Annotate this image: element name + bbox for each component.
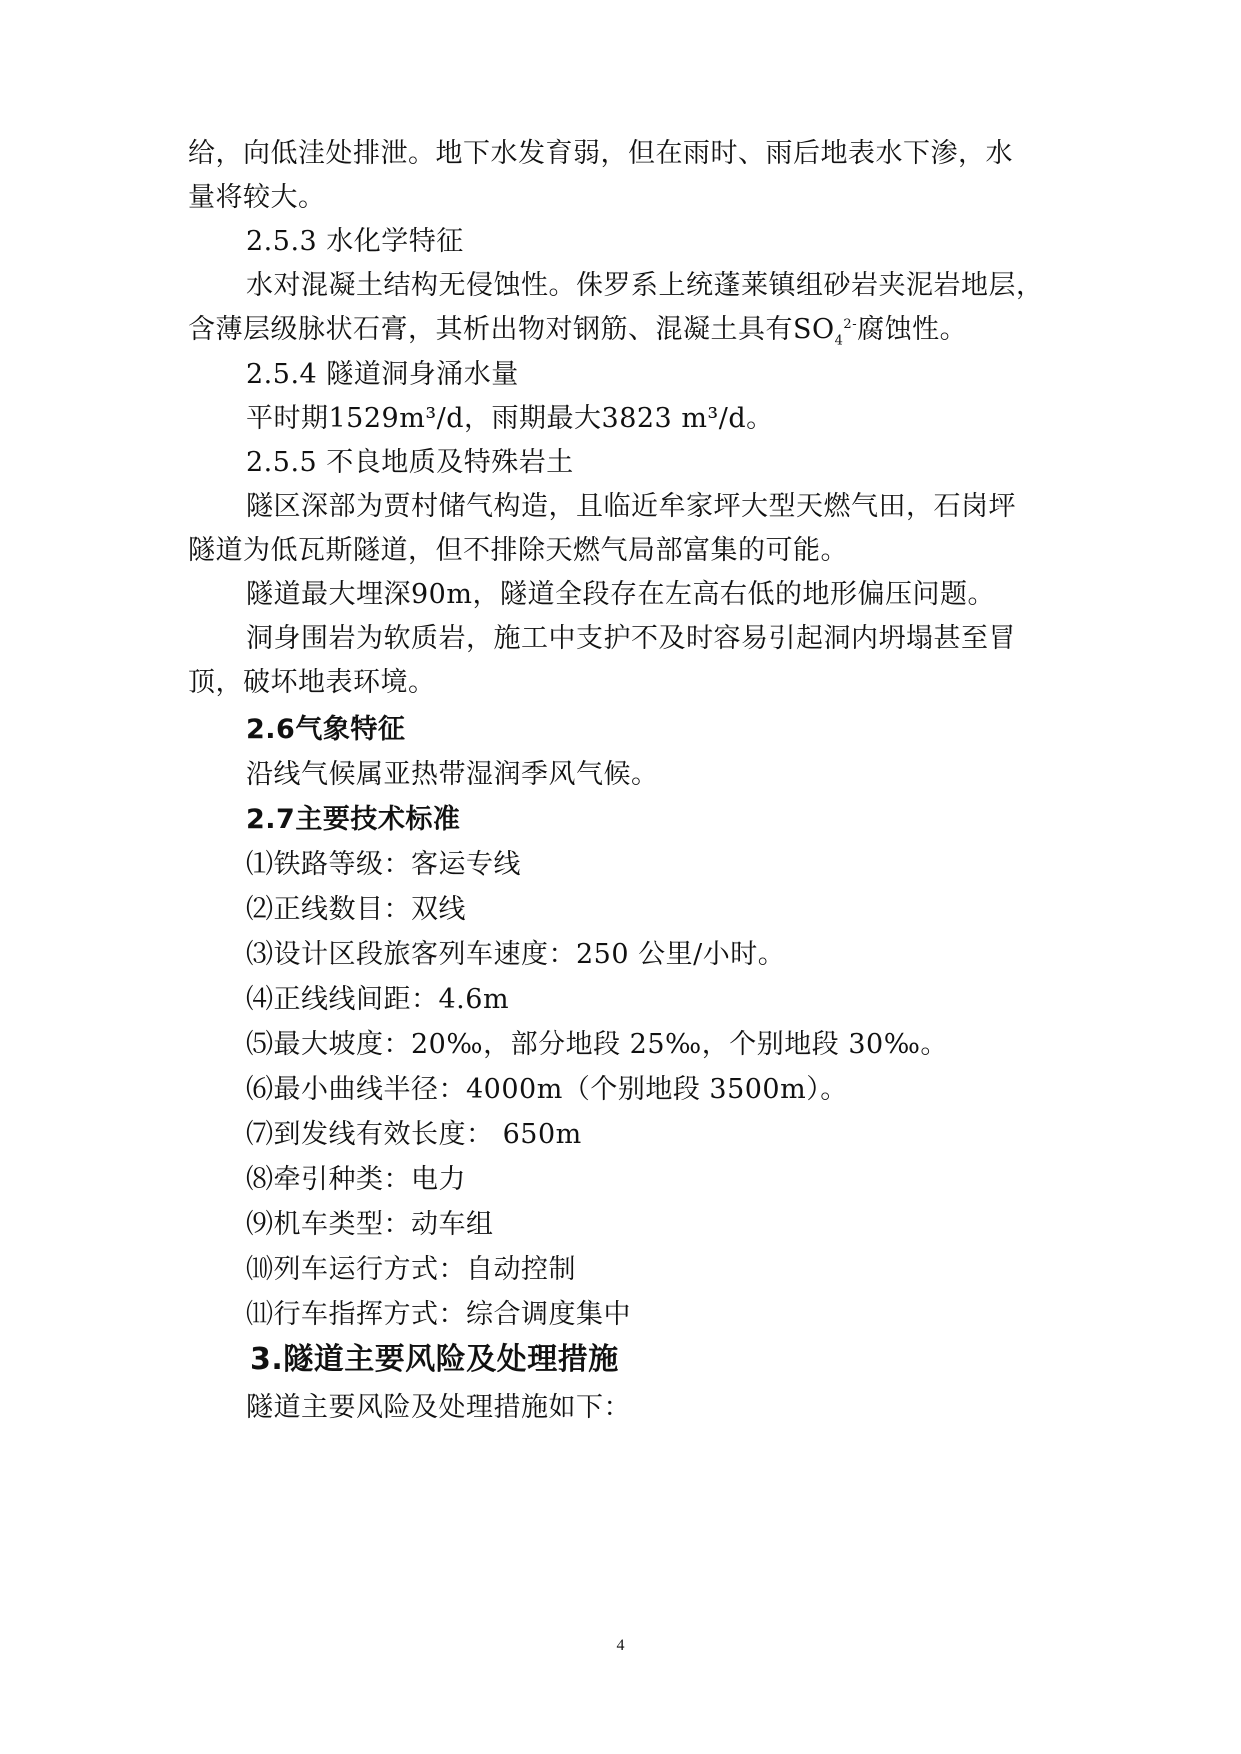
list-item: ⑼机车类型：动车组 (246, 1209, 494, 1240)
paragraph-line: 顶，破坏地表环境。 (188, 667, 436, 698)
list-item: ⑺到发线有效长度： 650m (246, 1119, 582, 1150)
text-span: 腐蚀性。 (857, 314, 968, 345)
section-heading-2-6: 2.6气象特征 (246, 714, 406, 745)
paragraph-line: 隧道最大埋深90m，隧道全段存在左高右低的地形偏压问题。 (246, 579, 995, 610)
paragraph-line: 洞身围岩为软质岩，施工中支护不及时容易引起洞内坍塌甚至冒 (246, 623, 1016, 654)
list-item: ⑻牵引种类：电力 (246, 1164, 466, 1195)
subsection-heading: 2.5.5 不良地质及特殊岩土 (246, 447, 574, 478)
paragraph-line: 量将较大。 (188, 182, 326, 213)
text-span: 含薄层级脉状石膏，其析出物对钢筋、混凝土具有SO (188, 314, 835, 345)
page-number: 4 (616, 1637, 625, 1654)
list-item: ⑷正线线间距：4.6m (246, 984, 510, 1015)
paragraph-line (188, 313, 967, 347)
paragraph-line: 隧区深部为贾村储气构造，且临近牟家坪大型天燃气田，石岗坪 (246, 491, 1016, 522)
subsection-heading: 2.5.4 隧道洞身涌水量 (246, 359, 519, 390)
list-item: ⑶设计区段旅客列车速度：250 公里/小时。 (246, 939, 786, 970)
section-heading-3: 3.隧道主要风险及处理措施 (250, 1342, 619, 1377)
paragraph-line: 水对混凝土结构无侵蚀性。侏罗系上统蓬莱镇组砂岩夹泥岩地层， (246, 270, 1044, 301)
chemical-subscript: 4 (834, 333, 844, 349)
list-item: ⑴铁路等级：客运专线 (246, 849, 521, 880)
section-heading-2-7: 2.7主要技术标准 (246, 804, 461, 835)
paragraph-line: 给，向低洼处排泄。地下水发育弱，但在雨时、雨后地表水下渗，水 (188, 138, 1013, 169)
list-item: ⑽列车运行方式：自动控制 (246, 1254, 576, 1285)
list-item: ⑵正线数目：双线 (246, 894, 466, 925)
list-item: ⑾行车指挥方式：综合调度集中 (246, 1299, 631, 1330)
paragraph-line: 沿线气候属亚热带湿润季风气候。 (246, 759, 659, 790)
list-item: ⑸最大坡度：20‰，部分地段 25‰，个别地段 30‰。 (246, 1029, 948, 1060)
subsection-heading: 2.5.3 水化学特征 (246, 226, 464, 257)
chemical-superscript: 2- (843, 317, 858, 332)
list-item: ⑹最小曲线半径：4000m（个别地段 3500m）。 (246, 1074, 848, 1105)
paragraph-line: 隧道主要风险及处理措施如下： (246, 1392, 631, 1423)
paragraph-line: 隧道为低瓦斯隧道，但不排除天燃气局部富集的可能。 (188, 535, 848, 566)
paragraph-line: 平时期1529m³/d，雨期最大3823 m³/d。 (246, 403, 774, 434)
